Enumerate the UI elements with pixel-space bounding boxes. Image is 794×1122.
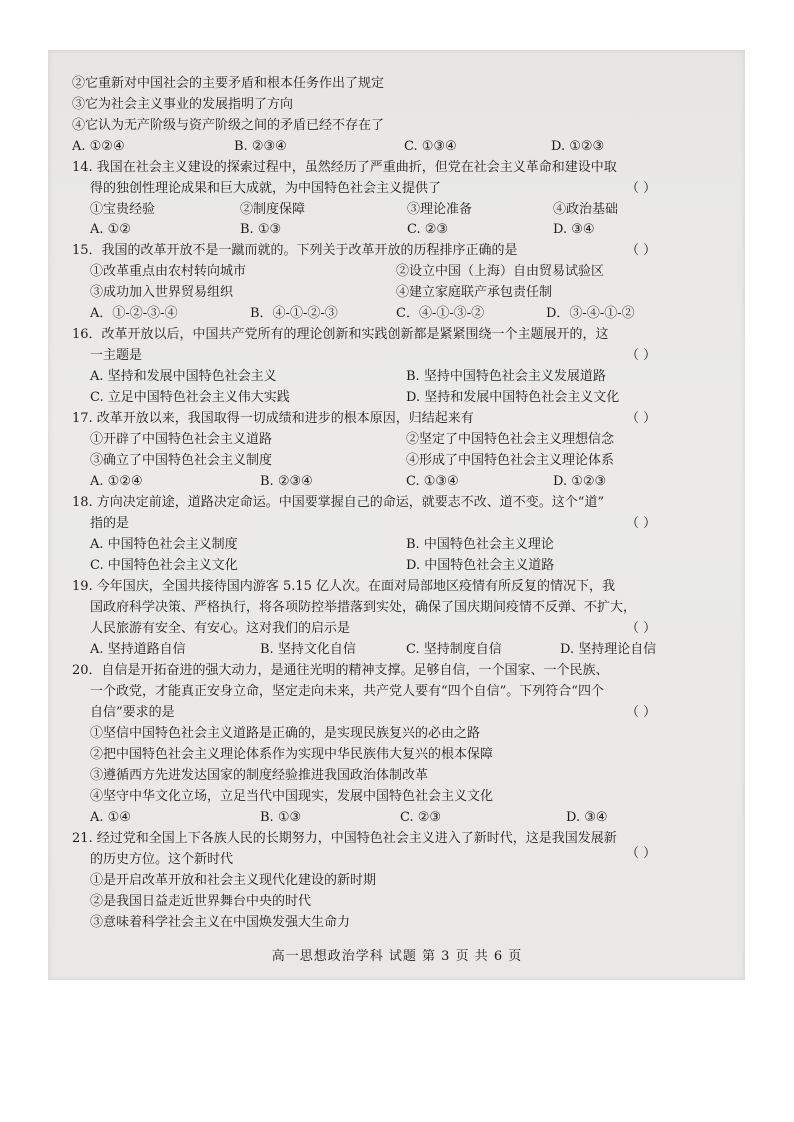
- q20-item-1: ①坚信中国特色社会主义道路是正确的，是实现民族复兴的必由之路: [90, 726, 481, 741]
- q20-option-c: C. ②③: [400, 810, 442, 825]
- q18-option-b: B. 中国特色社会主义理论: [406, 537, 554, 552]
- q20-option-a: A. ①④: [90, 810, 131, 825]
- q17-item-1: ①开辟了中国特色社会主义道路: [90, 432, 273, 447]
- q20-item-3: ③遵循西方先进发达国家的制度经验推进我国政治体制改革: [90, 768, 429, 783]
- q17-option-c: C. ①③④: [406, 474, 459, 489]
- q17-stem: 17. 改革开放以来，我国取得一切成绩和进步的根本原因，归结起来有: [72, 411, 474, 426]
- q17-option-d: D. ①②③: [553, 474, 607, 489]
- page-footer: 高一思想政治学科 试题 第 3 页 共 6 页: [271, 949, 523, 964]
- q13-option-d: D. ①②③: [551, 139, 605, 154]
- q19-stem-line2: 国政府科学决策、严格执行，将各项防控举措落到实处，确保了国庆期间疫情不反弹、不扩大，: [90, 600, 637, 615]
- q17-item-3: ③确立了中国特色社会主义制度: [90, 453, 273, 468]
- q13-statement-2: ②它重新对中国社会的主要矛盾和根本任务作出了规定: [72, 76, 385, 91]
- q15-item-2: ②设立中国（上海）自由贸易试验区: [396, 264, 605, 279]
- q18-option-d: D. 中国特色社会主义道路: [406, 558, 555, 573]
- q19-option-a: A. 坚持道路自信: [90, 642, 186, 657]
- q14-item-2: ②制度保障: [240, 202, 306, 217]
- q13-option-c: C. ①③④: [404, 139, 457, 154]
- q21-stem-line2: 的历史方位。这个新时代: [90, 852, 234, 867]
- q16-option-d: D. 坚持和发展中国特色社会主义文化: [406, 390, 620, 405]
- q14-stem-line1: 14. 我国在社会主义建设的探索过程中，虽然经历了严重曲折，但党在社会主义革命和建设中取: [72, 160, 617, 175]
- q17-item-2: ②坚定了中国特色社会主义理想信念: [406, 432, 615, 447]
- q19-option-c: C. 坚持制度自信: [406, 642, 502, 657]
- q16-stem-line2: 一主题是: [90, 348, 143, 363]
- q13-statement-4: ④它认为无产阶级与资产阶级之间的矛盾已经不存在了: [72, 118, 385, 133]
- q16-stem-line1: 16．改革开放以后，中国共产党所有的理论创新和实践创新都是紧紧围绕一个主题展开的，这: [72, 327, 609, 342]
- q14-option-b: B. ①③: [240, 222, 282, 237]
- q19-option-d: D. 坚持理论自信: [560, 642, 657, 657]
- q15-option-a: A．①-②-③-④: [90, 306, 178, 321]
- q20-stem-line1: 20．自信是开拓奋进的强大动力，是通往光明的精神支撑。足够自信，一个国家、一个民族、: [72, 663, 609, 678]
- q14-stem-line2: 得的独创性理论成果和巨大成就，为中国特色社会主义提供了: [90, 181, 442, 196]
- q14-option-c: C. ②③: [407, 222, 449, 237]
- q15-stem: 15．我国的改革开放不是一蹴而就的。下列关于改革开放的历程排序正确的是: [72, 243, 518, 258]
- q18-option-a: A. 中国特色社会主义制度: [90, 537, 238, 552]
- q14-option-d: D. ③④: [553, 222, 595, 237]
- q15-option-b: B．④-①-②-③: [250, 306, 338, 321]
- q19-option-b: B. 坚持文化自信: [260, 642, 356, 657]
- q17-option-a: A. ①②④: [90, 474, 143, 489]
- q16-answer-blank: （ ）: [626, 348, 657, 363]
- q20-answer-blank: （ ）: [626, 705, 657, 720]
- q18-stem-line2: 指的是: [90, 516, 130, 531]
- q19-answer-blank: （ ）: [626, 621, 657, 636]
- q17-option-b: B. ②③④: [260, 474, 313, 489]
- q21-item-1: ①是开启改革开放和社会主义现代化建设的新时期: [90, 873, 377, 888]
- q18-option-c: C. 中国特色社会主义文化: [90, 558, 238, 573]
- q15-item-3: ③成功加入世界贸易组织: [90, 285, 234, 300]
- q20-stem-line3: 自信”要求的是: [90, 705, 175, 720]
- q20-item-2: ②把中国特色社会主义理论体系作为实现中华民族伟大复兴的根本保障: [90, 747, 494, 762]
- q16-option-c: C. 立足中国特色社会主义伟大实践: [90, 390, 290, 405]
- q17-answer-blank: （ ）: [626, 411, 657, 426]
- q21-answer-blank: （ ）: [626, 846, 657, 861]
- q14-item-1: ①宝贵经验: [90, 202, 156, 217]
- q15-option-d: D．③-④-①-②: [546, 306, 635, 321]
- q20-stem-line2: 一个政党，才能真正安身立命，坚定走向未来，共产党人要有“四个自信”。下列符合“四个: [90, 684, 604, 699]
- q15-answer-blank: （ ）: [626, 243, 657, 258]
- q14-item-3: ③理论准备: [407, 202, 473, 217]
- q15-item-1: ①改革重点由农村转向城市: [90, 264, 247, 279]
- q17-item-4: ④形成了中国特色社会主义理论体系: [406, 453, 615, 468]
- q13-option-a: A. ①②④: [72, 139, 125, 154]
- q15-item-4: ④建立家庭联产承包责任制: [396, 285, 553, 300]
- q14-answer-blank: （ ）: [626, 181, 657, 196]
- q13-statement-3: ③它为社会主义事业的发展指明了方向: [72, 97, 294, 112]
- q14-item-4: ④政治基础: [553, 202, 619, 217]
- q14-option-a: A. ①②: [90, 222, 131, 237]
- q13-option-b: B. ②③④: [234, 139, 287, 154]
- q20-option-d: D. ③④: [566, 810, 608, 825]
- q21-item-2: ②是我国日益走近世界舞台中央的时代: [90, 894, 312, 909]
- q21-stem-line1: 21. 经过党和全国上下各族人民的长期努力，中国特色社会主义进入了新时代，这是我国发展新: [72, 831, 617, 846]
- q19-stem-line3: 人民旅游有安全、有安心。这对我们的启示是: [90, 621, 351, 636]
- q15-option-c: C．④-①-③-②: [396, 306, 485, 321]
- q18-stem-line1: 18. 方向决定前途，道路决定命运。中国要掌握自己的命运，就要志不改、道不变。这个“道”: [72, 495, 605, 510]
- q20-item-4: ④坚守中华文化立场，立足当代中国现实，发展中国特色社会主义文化: [90, 789, 494, 804]
- q19-stem-line1: 19. 今年国庆，全国共接待国内游客 5.15 亿人次。在面对局部地区疫情有所反复的情况下，我: [72, 579, 616, 594]
- q20-option-b: B. ①③: [260, 810, 302, 825]
- q16-option-a: A. 坚持和发展中国特色社会主义: [90, 369, 277, 384]
- q21-item-3: ③意味着科学社会主义在中国焕发强大生命力: [90, 915, 351, 930]
- q18-answer-blank: （ ）: [626, 516, 657, 531]
- q16-option-b: B. 坚持中国特色社会主义发展道路: [406, 369, 606, 384]
